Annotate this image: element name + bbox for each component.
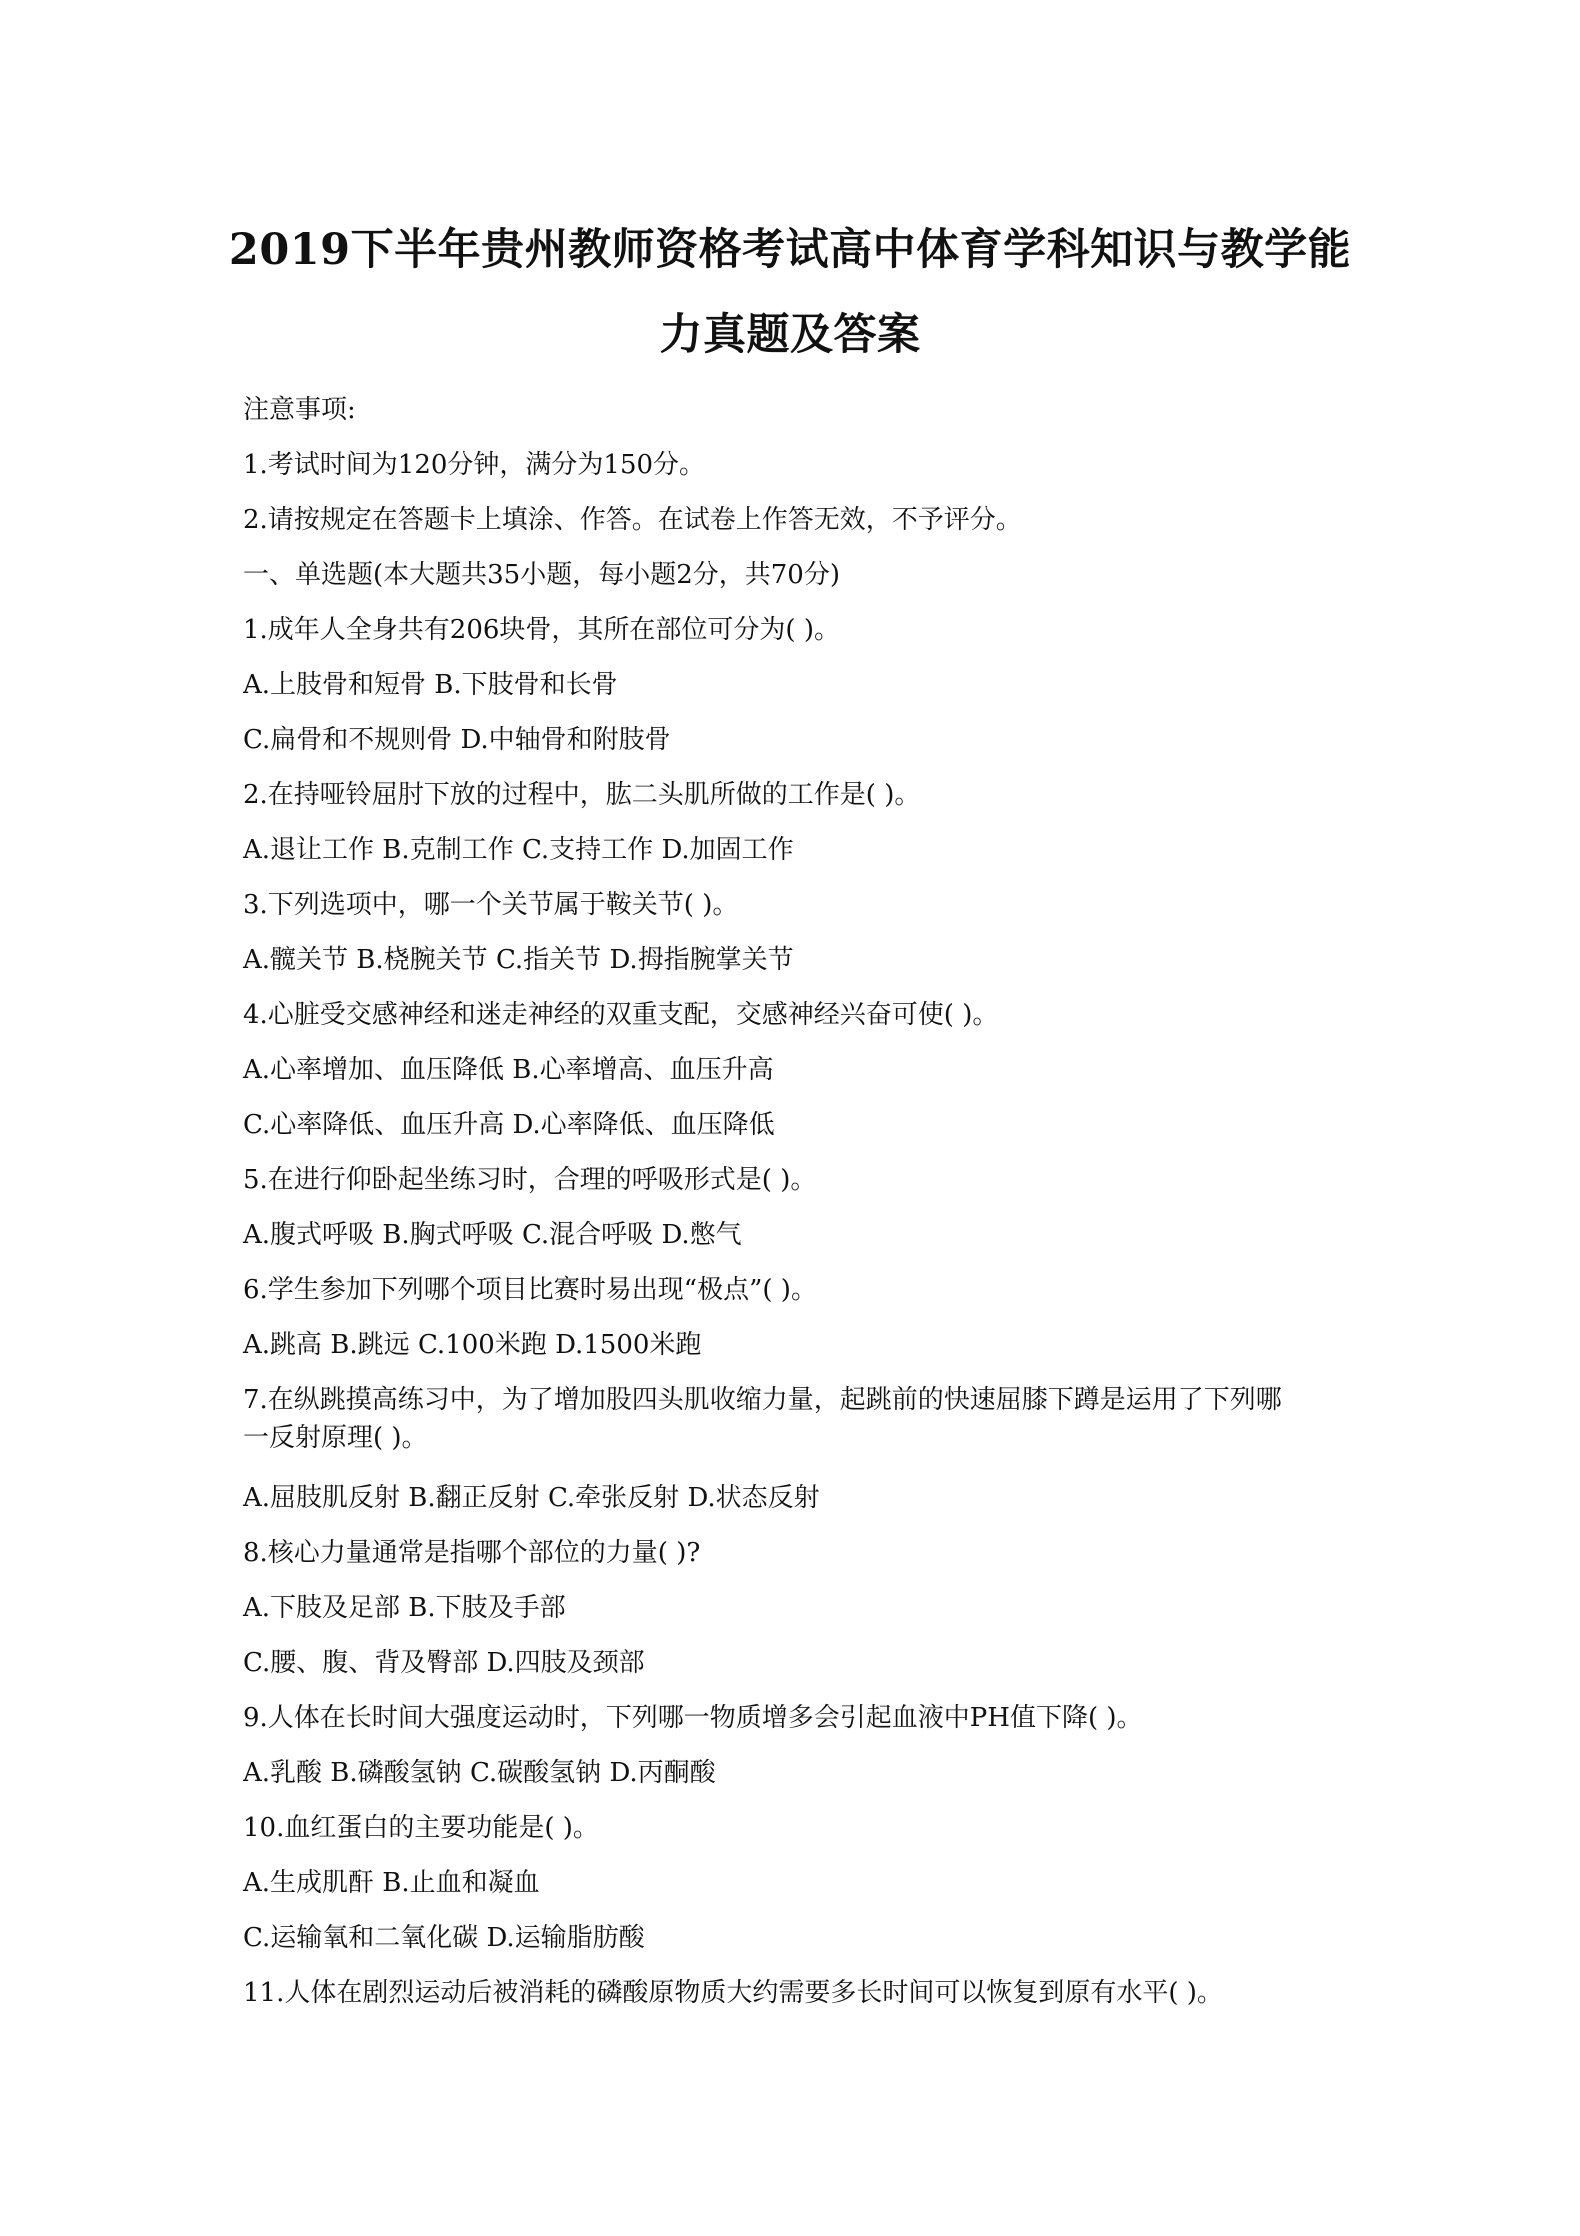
question-9-stem: 9.人体在长时间大强度运动时，下列哪一物质增多会引起血液中PH值下降( )。	[243, 1703, 1143, 1733]
question-1-options-line1: A.上肢骨和短骨 B.下肢骨和长骨	[243, 670, 618, 700]
question-6-stem: 6.学生参加下列哪个项目比赛时易出现“极点”( )。	[243, 1275, 817, 1305]
question-7-options-line1: A.屈肢肌反射 B.翻正反射 C.牵张反射 D.状态反射	[243, 1483, 820, 1513]
question-4-options-line1: A.心率增加、血压降低 B.心率增高、血压升高	[243, 1055, 774, 1085]
question-2-options-line1: A.退让工作 B.克制工作 C.支持工作 D.加固工作	[243, 835, 794, 865]
question-4-options-line2: C.心率降低、血压升高 D.心率降低、血压降低	[243, 1110, 775, 1140]
question-2-stem: 2.在持哑铃屈肘下放的过程中，肱二头肌所做的工作是( )。	[243, 780, 921, 810]
question-10-options-line1: A.生成肌酐 B.止血和凝血	[243, 1868, 540, 1898]
question-3-options-line1: A.髋关节 B.桡腕关节 C.指关节 D.拇指腕掌关节	[243, 945, 794, 975]
question-8-options-line1: A.下肢及足部 B.下肢及手部	[243, 1593, 566, 1623]
question-5-stem: 5.在进行仰卧起坐练习时，合理的呼吸形式是( )。	[243, 1165, 817, 1195]
question-4-stem: 4.心脏受交感神经和迷走神经的双重支配，交感神经兴奋可使( )。	[243, 1000, 999, 1030]
question-10-stem: 10.血红蛋白的主要功能是( )。	[243, 1813, 599, 1843]
question-8-stem: 8.核心力量通常是指哪个部位的力量( )?	[243, 1538, 701, 1568]
notice-item-2: 2.请按规定在答题卡上填涂、作答。在试卷上作答无效，不予评分。	[243, 505, 1022, 535]
question-1-stem: 1.成年人全身共有206块骨，其所在部位可分为( )。	[243, 615, 840, 645]
question-8-options-line2: C.腰、腹、背及臀部 D.四肢及颈部	[243, 1648, 645, 1678]
question-11-stem: 11.人体在剧烈运动后被消耗的磷酸原物质大约需要多长时间可以恢复到原有水平( )。	[243, 1978, 1223, 2008]
question-5-options-line1: A.腹式呼吸 B.胸式呼吸 C.混合呼吸 D.憋气	[243, 1220, 742, 1250]
document-title-line2: 力真题及答案	[659, 310, 921, 360]
question-6-options-line1: A.跳高 B.跳远 C.100米跑 D.1500米跑	[243, 1330, 702, 1360]
question-1-options-line2: C.扁骨和不规则骨 D.中轴骨和附肢骨	[243, 725, 671, 755]
question-3-stem: 3.下列选项中，哪一个关节属于鞍关节( )。	[243, 890, 739, 920]
question-10-options-line2: C.运输氧和二氧化碳 D.运输脂肪酸	[243, 1923, 645, 1953]
notice-item-1: 1.考试时间为120分钟，满分为150分。	[243, 450, 706, 480]
document-title-line1: 2019下半年贵州教师资格考试高中体育学科知识与教学能	[228, 225, 1352, 275]
section-header: 一、单选题(本大题共35小题，每小题2分，共70分)	[243, 560, 840, 590]
notice-header: 注意事项:	[243, 395, 356, 425]
question-9-options-line1: A.乳酸 B.磷酸氢钠 C.碳酸氢钠 D.丙酮酸	[243, 1758, 716, 1788]
question-7-stem-line1: 7.在纵跳摸高练习中，为了增加股四头肌收缩力量，起跳前的快速屈膝下蹲是运用了下列哪	[243, 1385, 1282, 1415]
question-7-stem-line2: 一反射原理( )。	[243, 1423, 428, 1453]
